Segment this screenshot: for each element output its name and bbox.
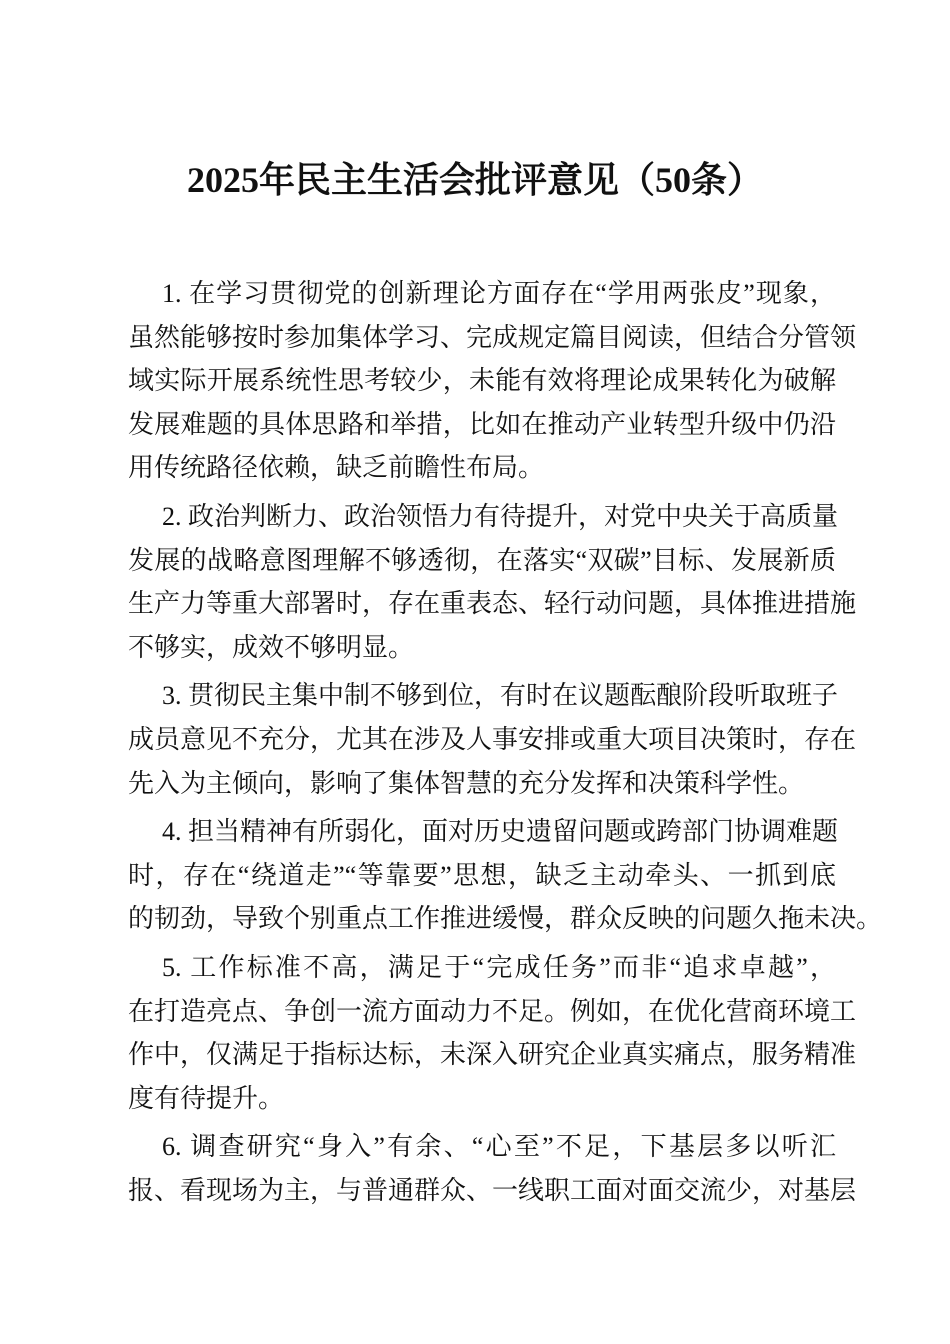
paragraph-5 [128,946,857,1120]
paragraph-line: 时，存在“绕道走”“等靠要”思想，缺乏主动牵头、一抓到底 [128,860,836,890]
paragraph-line: 2. 政治判断力、政治领悟力有待提升，对党中央关于高质量 [162,501,839,531]
paragraph-line: 4. 担当精神有所弱化，面对历史遗留问题或跨部门协调难题 [162,817,839,847]
paragraph-line: 域实际开展系统性思考较少，未能有效将理论成果转化为破解 [128,366,836,396]
paragraph-line: 5. 工作标准不高，满足于“完成任务”而非“追求卓越”， [162,952,836,982]
paragraph-1 [128,272,857,490]
paragraph-line: 先入为主倾向，影响了集体智慧的充分发挥和决策科学性。 [128,768,805,798]
paragraph-line: 生产力等重大部署时，存在重表态、轻行动问题，具体推进措施 [128,589,857,619]
paragraph-6 [128,1125,857,1212]
paragraph-line: 成员意见不充分，尤其在涉及人事安排或重大项目决策时，存在 [128,724,857,754]
paragraph-3 [128,674,857,805]
paragraph-line: 用传统路径依赖，缺乏前瞻性布局。 [128,453,545,483]
paragraph-line: 在打造亮点、争创一流方面动力不足。例如，在优化营商环境工 [128,996,857,1026]
paragraph-line: 发展的战略意图理解不够透彻，在落实“双碳”目标、发展新质 [128,545,836,575]
paragraph-line: 1. 在学习贯彻党的创新理论方面存在“学用两张皮”现象， [162,279,836,308]
paragraph-2 [128,495,857,669]
document-body [128,272,883,1217]
paragraph-line: 作中，仅满足于指标达标，未深入研究企业真实痛点，服务精准 [128,1040,857,1070]
paragraph-line: 发展难题的具体思路和举措，比如在推动产业转型升级中仍沿 [128,409,836,439]
paragraph-line: 报、看现场为主，与普通群众、一线职工面对面交流少，对基层 [128,1175,857,1205]
paragraph-line: 的韧劲，导致个别重点工作推进缓慢，群众反映的问题久拖未决。 [128,904,883,934]
document-title: 2025年民主生活会批评意见（50条） [186,160,763,200]
paragraph-line: 3. 贯彻民主集中制不够到位，有时在议题酝酿阶段听取班子 [162,681,839,711]
paragraph-line: 6. 调查研究“身入”有余、“心至”不足，下基层多以听汇 [162,1132,836,1162]
paragraph-line: 不够实，成效不够明显。 [128,632,415,662]
paragraph-line: 度有待提升。 [128,1083,285,1113]
paragraph-line: 虽然能够按时参加集体学习、完成规定篇目阅读，但结合分管领 [128,322,857,352]
paragraph-4 [128,810,883,941]
